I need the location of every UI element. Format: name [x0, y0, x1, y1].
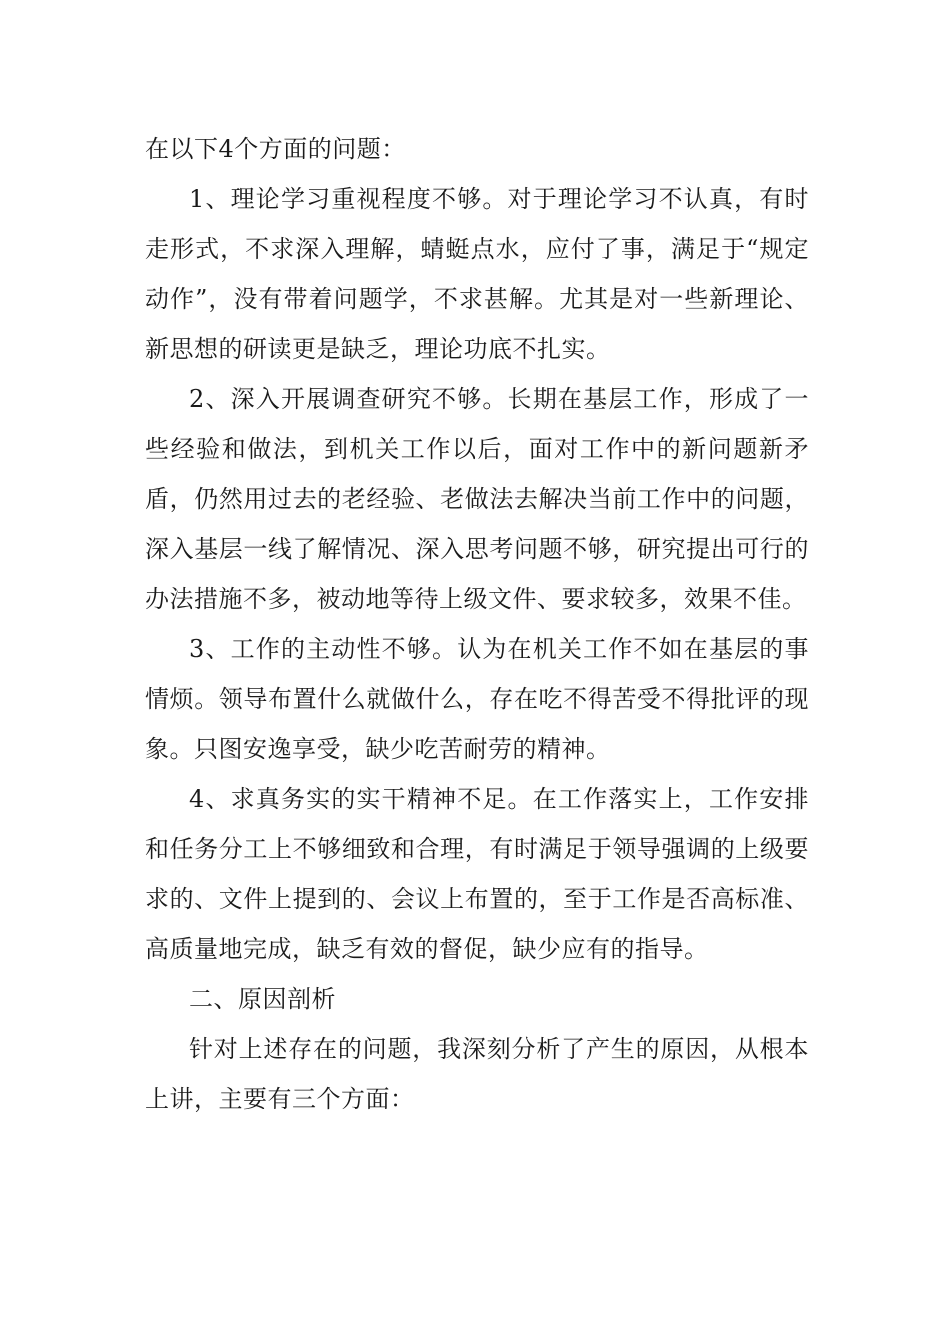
closing-paragraph: 针对上述存在的问题，我深刻分析了产生的原因，从根本上讲，主要有三个方面： [145, 1035, 809, 1113]
issue-paragraph-4: 4、求真务实的实干精神不足。在工作落实上，工作安排和任务分工上不够细致和合理，有时满足于领导强调的上级要求的、文件上提到的、会议上布置的，至于工作是否高标准、高质量地完成，缺乏有效的督促，缺少应有的指导。 [145, 785, 809, 963]
issue-paragraph-2: 2、深入开展调查研究不够。长期在基层工作，形成了一些经验和做法，到机关工作以后，面对工作中的新问题新矛盾，仍然用过去的老经验、老做法去解决当前工作中的问题，深入基层一线了解情况、深入思考问题不够，研究提出可行的办法措施不多，被动地等待上级文件、要求较多，效果不佳。 [145, 385, 809, 613]
issue-paragraph-3: 3、工作的主动性不够。认为在机关工作不如在基层的事情烦。领导布置什么就做什么，存在吃不得苦受不得批评的现象。只图安逸享受，缺少吃苦耐劳的精神。 [145, 635, 809, 763]
intro-paragraph: 在以下4个方面的问题： [145, 135, 406, 163]
issue-paragraph-1: 1、理论学习重视程度不够。对于理论学习不认真，有时走形式，不求深入理解，蜻蜓点水，应付了事，满足于“规定动作”，没有带着问题学，不求甚解。尤其是对一些新理论、新思想的研读更是缺乏，理论功底不扎实。 [145, 185, 809, 363]
section-heading: 二、原因剖析 [189, 985, 336, 1013]
document-body [145, 124, 809, 1124]
